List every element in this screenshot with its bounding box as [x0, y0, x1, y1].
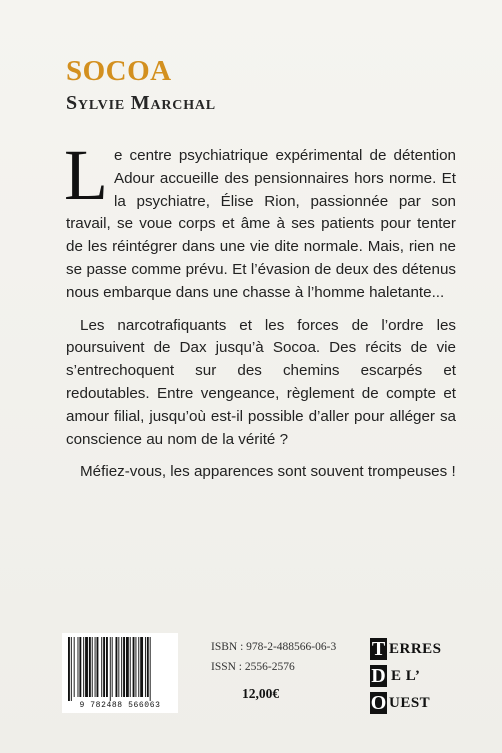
logo-letter-t: T	[371, 638, 386, 660]
barcode-bar	[110, 637, 111, 701]
synopsis	[64, 135, 456, 484]
barcode-bar	[95, 637, 96, 697]
barcode-bar	[150, 637, 151, 701]
barcode-bar	[71, 637, 72, 701]
book-title: SOCOA	[66, 55, 172, 87]
barcode-bar	[121, 637, 122, 697]
barcode-bar	[68, 637, 70, 701]
paragraph-text: e centre psychiatrique expérimental de détention Adour accueille des pensionnaires hors norme. Et la psychiatre, Élise Rion, passionnée par son travail, se voue corps et âme à ses patients pour tenter de les réintégrer dans une vie dite normale. Mais, rien ne se passe comme prévu. Et l’évasion de deux des détenus nous embarque dans une chasse à l’homme haletante...	[66, 147, 456, 301]
price: 12,00€	[242, 686, 280, 701]
logo-letter-o: O	[370, 692, 387, 714]
barcode-bar	[92, 637, 93, 697]
barcode-bar	[145, 637, 146, 697]
synopsis-paragraph-2: Les narcotrafiquants et les forces de l’ordre les poursuivent de Dax jusqu’à Socoa. Des récits de vie s’entrechoquent sur des chemins escarpés et redoutables. Entre vengeance, règlement de compte et amour filial, jusqu’où est-il possible d’aller pour alléger sa conscience au nom de la vérité ?	[66, 316, 456, 448]
synopsis-paragraph-3: Méfiez-vous, les apparences sont souvent trompeuses !	[80, 463, 456, 481]
barcode	[62, 633, 178, 713]
issn-number: ISSN : 2556-2576	[211, 661, 295, 673]
logo-word-1: ERRES	[389, 641, 442, 657]
barcode-bar	[133, 637, 135, 697]
barcode-bar	[118, 637, 119, 697]
barcode-bar	[116, 637, 118, 697]
isbn-number: ISBN : 978-2-488566-06-3	[211, 641, 337, 653]
logo-word-2: E L’	[391, 668, 421, 684]
barcode-bars	[66, 637, 174, 701]
barcode-bar	[123, 637, 125, 697]
barcode-bar	[79, 637, 81, 697]
drop-cap: L	[64, 135, 108, 215]
barcode-bar	[83, 637, 84, 697]
barcode-bar	[78, 637, 79, 697]
barcode-bar	[85, 637, 88, 697]
publisher-logo	[370, 638, 480, 718]
barcode-bar	[103, 637, 105, 697]
barcode-bar	[101, 637, 102, 697]
logo-letter-d: D	[371, 665, 386, 687]
barcode-bar	[147, 637, 149, 697]
author-name: Sylvie Marchal	[66, 92, 216, 114]
barcode-bar	[126, 637, 129, 697]
barcode-bar	[138, 637, 139, 697]
barcode-bar	[106, 637, 108, 697]
barcode-bar	[130, 637, 131, 697]
barcode-bar	[74, 637, 75, 697]
barcode-bar	[140, 637, 143, 697]
synopsis-paragraph-1	[64, 135, 456, 305]
logo-word-3: UEST	[389, 695, 431, 711]
barcode-bar	[112, 637, 113, 697]
barcode-bar	[89, 637, 91, 697]
barcode-bar	[135, 637, 136, 697]
barcode-digits: 9 782488 566063	[79, 701, 161, 710]
barcode-bar	[97, 637, 99, 697]
